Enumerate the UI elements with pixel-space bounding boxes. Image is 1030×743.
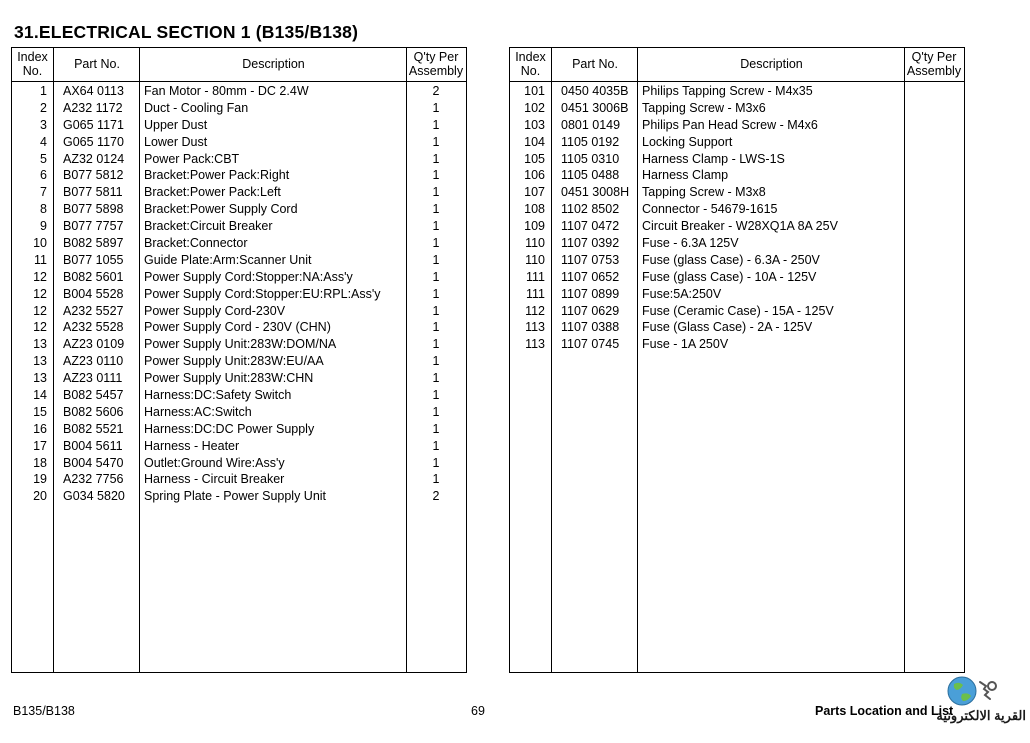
table-row [510, 269, 964, 286]
index-cell: 7 [40, 185, 47, 200]
description-cell: Power Supply Cord - 230V (CHN) [144, 320, 331, 335]
description-cell: Harness Clamp - LWS-1S [642, 151, 785, 166]
description-cell: Spring Plate - Power Supply Unit [144, 489, 327, 504]
table-row [12, 370, 466, 387]
index-cell: 9 [40, 219, 47, 234]
index-cell: 108 [524, 202, 545, 217]
description-cell: Harness - Heater [144, 438, 240, 453]
rows-right [510, 83, 964, 353]
page-title: 31.ELECTRICAL SECTION 1 (B135/B138) [14, 22, 359, 42]
description-cell: Fuse - 1A 250V [642, 337, 729, 352]
header-index: Index No. [17, 50, 48, 78]
qty-cell: 1 [432, 151, 440, 166]
description-cell: Fuse (glass Case) - 10A - 125V [642, 269, 817, 284]
qty-cell: 1 [432, 438, 440, 453]
table-row [12, 83, 466, 100]
parts-table-right [509, 47, 965, 673]
description-cell: Bracket:Circuit Breaker [144, 219, 273, 234]
part-no-cell: B082 5457 [63, 388, 124, 403]
table-row [12, 235, 466, 252]
qty-cell: 1 [432, 354, 440, 369]
description-cell: Guide Plate:Arm:Scanner Unit [144, 252, 312, 267]
description-cell: Bracket:Connector [144, 236, 248, 251]
description-cell: Tapping Screw - M3x8 [642, 185, 766, 200]
table-row [510, 151, 964, 168]
table-row [12, 218, 466, 235]
description-cell: Power Pack:CBT [144, 151, 240, 166]
part-no-cell: AX64 0113 [63, 84, 124, 98]
footer-section-title: Parts Location and List [815, 704, 954, 718]
description-cell: Bracket:Power Pack:Right [144, 168, 290, 183]
qty-cell: 2 [432, 489, 440, 504]
part-no-cell: B077 7757 [63, 219, 124, 234]
qty-cell: 1 [432, 134, 440, 149]
qty-cell: 1 [432, 337, 440, 352]
index-cell: 5 [40, 151, 47, 166]
parts-table-left [11, 47, 467, 673]
index-cell: 101 [524, 84, 545, 98]
index-cell: 113 [525, 320, 545, 335]
index-cell: 4 [40, 134, 47, 149]
qty-cell: 1 [432, 117, 440, 132]
part-no-cell: B004 5470 [63, 455, 124, 470]
index-cell: 2 [40, 100, 47, 115]
index-cell: 112 [525, 303, 545, 318]
qty-cell: 1 [432, 236, 440, 251]
table-row [510, 134, 964, 151]
index-cell: 13 [33, 337, 47, 352]
description-cell: Fuse (Glass Case) - 2A - 125V [642, 320, 813, 335]
description-cell: Philips Tapping Screw - M4x35 [642, 84, 813, 98]
table-row [510, 167, 964, 184]
part-no-cell: 1102 8502 [561, 202, 620, 217]
index-cell: 10 [33, 236, 47, 251]
index-cell: 6 [40, 168, 47, 183]
table-row [510, 319, 964, 336]
index-cell: 103 [524, 117, 545, 132]
description-cell: Lower Dust [144, 134, 208, 149]
index-cell: 1 [40, 84, 47, 98]
index-cell: 111 [525, 286, 545, 301]
description-cell: Bracket:Power Pack:Left [144, 185, 281, 200]
page-number: 69 [471, 704, 485, 718]
table-row [12, 269, 466, 286]
part-no-cell: G034 5820 [63, 489, 125, 504]
table-row [12, 438, 466, 455]
rows-left [12, 83, 466, 505]
part-no-cell: B077 5812 [63, 168, 124, 183]
table-row [12, 421, 466, 438]
description-cell: Upper Dust [144, 117, 208, 132]
table-row [510, 184, 964, 201]
part-no-cell: B077 5898 [63, 202, 124, 217]
qty-cell: 1 [432, 168, 440, 183]
table-row [510, 252, 964, 269]
qty-cell: 1 [432, 202, 440, 217]
part-no-cell: B082 5601 [63, 269, 124, 284]
qty-cell: 1 [432, 303, 440, 318]
qty-cell: 1 [432, 320, 440, 335]
index-cell: 105 [524, 151, 545, 166]
description-cell: Tapping Screw - M3x6 [642, 100, 766, 115]
table-header [12, 48, 466, 82]
table-header [510, 48, 964, 82]
table-row [510, 235, 964, 252]
part-no-cell: A232 7756 [63, 472, 124, 487]
part-no-cell: A232 1172 [63, 100, 123, 115]
index-cell: 18 [33, 455, 47, 470]
table-row [510, 336, 964, 353]
header-part-no: Part No. [74, 57, 120, 71]
table-row [12, 167, 466, 184]
part-no-cell: B082 5521 [63, 421, 124, 436]
table-row [510, 83, 964, 100]
table-row [12, 134, 466, 151]
part-no-cell: 1105 0310 [561, 151, 620, 166]
part-no-cell: 1107 0745 [561, 337, 620, 352]
table-row [12, 184, 466, 201]
description-cell: Power Supply Unit:283W:DOM/NA [144, 337, 337, 352]
part-no-cell: G065 1171 [63, 117, 124, 132]
index-cell: 3 [40, 117, 47, 132]
table-row [510, 286, 964, 303]
index-cell: 107 [524, 185, 545, 200]
part-no-cell: 0801 0149 [561, 117, 621, 132]
qty-cell: 1 [432, 371, 440, 386]
part-no-cell: 1107 0472 [561, 219, 620, 234]
description-cell: Power Supply Cord:Stopper:NA:Ass'y [144, 269, 353, 284]
part-no-cell: B077 1055 [63, 252, 124, 267]
part-no-cell: 1107 0753 [561, 252, 620, 267]
table-row [12, 404, 466, 421]
index-cell: 104 [524, 134, 545, 149]
qty-cell: 1 [432, 404, 440, 419]
header-description: Description [740, 57, 803, 71]
index-cell: 106 [524, 168, 545, 183]
index-cell: 110 [525, 236, 545, 251]
part-no-cell: 1105 0488 [561, 168, 620, 183]
index-cell: 110 [525, 252, 545, 267]
part-no-cell: 0451 3008H [561, 185, 630, 200]
part-no-cell: 1107 0899 [561, 286, 620, 301]
index-cell: 15 [33, 404, 47, 419]
table-row [510, 303, 964, 320]
header-qty: Q'ty Per Assembly [408, 50, 464, 78]
qty-cell: 1 [432, 100, 440, 115]
table-row [12, 353, 466, 370]
globe-icon [946, 674, 1002, 708]
index-cell: 12 [33, 303, 47, 318]
table-row [510, 218, 964, 235]
index-cell: 16 [33, 421, 47, 436]
qty-cell: 1 [432, 219, 440, 234]
description-cell: Power Supply Cord-230V [144, 303, 286, 318]
watermark-text: القرية الالكترونية [936, 708, 1026, 723]
table-row [12, 488, 466, 505]
description-cell: Fuse (Ceramic Case) - 15A - 125V [642, 303, 834, 318]
header-qty: Q'ty Per Assembly [906, 50, 962, 78]
table-row [12, 336, 466, 353]
part-no-cell: 1107 0392 [561, 236, 620, 251]
index-cell: 19 [33, 472, 47, 487]
description-cell: Harness - Circuit Breaker [144, 472, 285, 487]
table-row [12, 303, 466, 320]
part-no-cell: B004 5611 [63, 438, 123, 453]
table-row [12, 252, 466, 269]
part-no-cell: B082 5897 [63, 236, 124, 251]
description-cell: Harness:DC:DC Power Supply [144, 421, 315, 436]
part-no-cell: G065 1170 [63, 134, 124, 149]
table-row [12, 455, 466, 472]
index-cell: 109 [524, 219, 545, 234]
qty-cell: 1 [432, 455, 440, 470]
description-cell: Power Supply Unit:283W:CHN [144, 371, 314, 386]
part-no-cell: B004 5528 [63, 286, 124, 301]
qty-cell: 1 [432, 252, 440, 267]
description-cell: Bracket:Power Supply Cord [144, 202, 298, 217]
part-no-cell: AZ23 0111 [63, 371, 123, 386]
table-row [510, 117, 964, 134]
table-row [12, 117, 466, 134]
index-cell: 12 [33, 286, 47, 301]
description-cell: Connector - 54679-1615 [642, 202, 778, 217]
qty-cell: 1 [432, 421, 440, 436]
part-no-cell: 1107 0388 [561, 320, 620, 335]
index-cell: 17 [33, 438, 47, 453]
description-cell: Duct - Cooling Fan [144, 100, 249, 115]
part-no-cell: 1107 0629 [561, 303, 620, 318]
part-no-cell: A232 5528 [63, 320, 124, 335]
part-no-cell: AZ32 0124 [63, 151, 125, 166]
description-cell: Harness:DC:Safety Switch [144, 388, 292, 403]
description-cell: Harness Clamp [642, 168, 729, 183]
description-cell: Fuse - 6.3A 125V [642, 236, 739, 251]
table-row [510, 201, 964, 218]
description-cell: Philips Pan Head Screw - M4x6 [642, 117, 818, 132]
table-row [12, 100, 466, 117]
table-row [12, 286, 466, 303]
index-cell: 113 [525, 337, 545, 352]
part-no-cell: AZ23 0110 [63, 354, 124, 369]
part-no-cell: 0451 3006B [561, 100, 629, 115]
description-cell: Power Supply Cord:Stopper:EU:RPL:Ass'y [144, 286, 381, 301]
index-cell: 11 [34, 252, 47, 267]
description-cell: Circuit Breaker - W28XQ1A 8A 25V [642, 219, 838, 234]
table-row [12, 471, 466, 488]
table-row [12, 151, 466, 168]
header-part-no: Part No. [572, 57, 618, 71]
index-cell: 12 [33, 320, 47, 335]
part-no-cell: 0450 4035B [561, 84, 629, 98]
qty-cell: 2 [432, 84, 440, 98]
description-cell: Fuse:5A:250V [642, 286, 722, 301]
description-cell: Harness:AC:Switch [144, 404, 252, 419]
part-no-cell: AZ23 0109 [63, 337, 125, 352]
index-cell: 14 [33, 388, 47, 403]
index-cell: 12 [33, 269, 47, 284]
table-row [12, 319, 466, 336]
index-cell: 111 [525, 269, 545, 284]
qty-cell: 1 [432, 388, 440, 403]
index-cell: 13 [33, 354, 47, 369]
qty-cell: 1 [432, 472, 440, 487]
watermark-logo [918, 672, 1028, 732]
qty-cell: 1 [432, 185, 440, 200]
description-cell: Fan Motor - 80mm - DC 2.4W [144, 84, 309, 98]
part-no-cell: B077 5811 [63, 185, 123, 200]
description-cell: Fuse (glass Case) - 6.3A - 250V [642, 252, 820, 267]
description-cell: Locking Support [642, 134, 733, 149]
header-description: Description [242, 57, 305, 71]
part-no-cell: 1107 0652 [561, 269, 620, 284]
qty-cell: 1 [432, 286, 440, 301]
part-no-cell: 1105 0192 [561, 134, 620, 149]
part-no-cell: B082 5606 [63, 404, 124, 419]
index-cell: 8 [40, 202, 47, 217]
table-row [12, 387, 466, 404]
qty-cell: 1 [432, 269, 440, 284]
index-cell: 102 [524, 100, 545, 115]
footer-model: B135/B138 [13, 704, 75, 718]
description-cell: Power Supply Unit:283W:EU/AA [144, 354, 324, 369]
index-cell: 13 [33, 371, 47, 386]
description-cell: Outlet:Ground Wire:Ass'y [144, 455, 285, 470]
header-index: Index No. [515, 50, 546, 78]
index-cell: 20 [33, 489, 47, 504]
table-row [510, 100, 964, 117]
table-row [12, 201, 466, 218]
part-no-cell: A232 5527 [63, 303, 124, 318]
